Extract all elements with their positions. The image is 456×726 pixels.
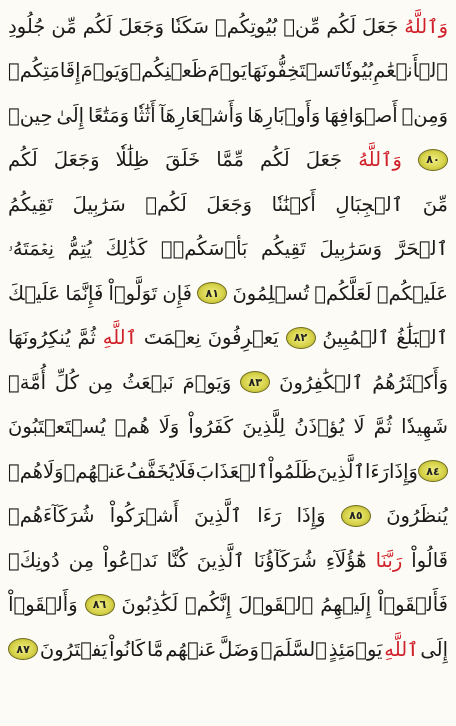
verse-word: أَكۡنَٰنٗا <box>271 192 316 216</box>
verse-word: كُلِّ <box>54 370 80 394</box>
verse-word: ٱلسَّلَمَۖ <box>260 637 327 661</box>
verse-word: ٱلۡجِبَالِ <box>335 192 404 216</box>
divine-name-word: وَٱللَّهُ <box>358 148 402 171</box>
verse-word: إِلَىٰ <box>56 103 85 127</box>
verse-word: جَعَلَ <box>362 14 399 38</box>
verse-word: وَسَرَٰبِيلَ <box>319 237 383 260</box>
verse-word: بُيُوتٗا <box>340 59 374 82</box>
verse-word: خَلَقَ <box>165 148 201 171</box>
verse-word: وَيَوۡمَ <box>182 370 232 394</box>
verse-word: يَوۡمَ <box>207 59 247 82</box>
verse-word: أَشۡرَكُواْ <box>109 504 179 527</box>
ayah-number-marker: ٨٤ <box>418 460 448 482</box>
verse-word: عَنۡهُم <box>165 637 217 661</box>
divine-name-word: وَٱللَّهُ <box>404 14 448 38</box>
ayah-number-marker: ٨٥ <box>341 505 371 527</box>
verse-word: يُخَفَّفُ <box>126 459 175 483</box>
verse-word: لَا <box>353 415 365 438</box>
verse-word: وَأَكۡثَرُهُمُ <box>372 370 448 394</box>
ayah-number-marker: ٨٦ <box>85 594 115 616</box>
verse-word: كَانُواْ <box>109 637 146 661</box>
verse-line <box>8 627 448 672</box>
verse-word: لَكُم <box>260 148 290 171</box>
verse-word: فَلَا <box>174 459 196 483</box>
verse-word: سَكَنٗا <box>170 14 210 38</box>
verse-word: ٱلَّذِينَ <box>196 548 245 572</box>
ayah-number-marker: ٨٣ <box>240 371 270 393</box>
verse-word: يُتِمُّ <box>67 237 92 260</box>
verse-line <box>8 316 448 361</box>
verse-word: نَبۡعَثُ <box>122 370 174 394</box>
verse-line <box>8 538 448 583</box>
verse-line <box>8 583 448 628</box>
verse-word: هُمۡ <box>8 459 43 483</box>
verse-word: مِّمَّا <box>216 148 244 171</box>
verse-word: نِعۡمَتَ <box>143 326 201 349</box>
verse-word: ٱلۡحَرَّ <box>395 237 448 260</box>
verse-word: رَءَا <box>364 459 389 483</box>
verse-word: مِّن <box>51 14 77 38</box>
verse-word: قَالُواْ <box>411 548 448 572</box>
verse-word: أَصۡوَافِهَا <box>324 103 398 127</box>
verse-word: نِعۡمَتَهُۥ <box>8 237 55 260</box>
verse-word: لَكُم <box>8 148 38 171</box>
verse-word: ٱلۡأَنۡعَٰمِ <box>373 59 448 82</box>
divine-name-word: ٱللَّهِ <box>102 326 138 349</box>
verse-line <box>8 360 448 405</box>
verse-word: سَرَٰبِيلَ <box>72 192 126 216</box>
verse-word: ظَلَمُواْ <box>268 459 317 483</box>
verse-word: هُمۡ <box>114 415 150 438</box>
verse-word: يُنكِرُونَهَا <box>8 326 71 349</box>
verse-word: فَإِن <box>162 281 192 305</box>
verse-line <box>8 138 448 183</box>
ayah-number-marker: ٨٢ <box>286 327 316 349</box>
verse-word: تَوَلَّوۡاْ <box>108 281 158 305</box>
verse-word: يَعۡرِفُونَ <box>207 326 279 349</box>
verse-word: هَٰٓؤُلَآءِ <box>325 548 367 572</box>
verse-word: ٱلۡبَلَٰغُ <box>396 326 448 349</box>
verse-word: وَإِذَا <box>296 504 326 527</box>
verse-word: جُلُودِ <box>8 14 46 38</box>
verse-line <box>8 405 448 450</box>
verse-word: وَإِذَا <box>389 459 418 483</box>
verse-word: ثُمَّ <box>373 415 393 438</box>
verse-word: شُرَكَآءَهُمۡ <box>8 504 95 527</box>
verse-word: بُيُوتِكُمۡ <box>215 14 278 38</box>
verse-word: وَجَعَلَ <box>118 14 165 38</box>
verse-line <box>8 271 448 316</box>
verse-line <box>8 49 448 94</box>
verse-word: يُسۡتَعۡتَبُونَ <box>8 415 106 438</box>
verse-word: مِّنۢ <box>283 14 321 38</box>
verse-word: ظَعۡنِكُمۡ <box>129 59 208 82</box>
verse-word: وَلَا <box>158 415 180 438</box>
verse-word: وَجَعَلَ <box>206 192 253 216</box>
verse-line <box>8 449 448 494</box>
divine-name-word: رَبَّنَا <box>375 548 403 572</box>
verse-word: كَفَرُواْ <box>188 415 234 438</box>
ayah-number-marker: ٨١ <box>197 282 227 304</box>
verse-word: مَّا <box>147 637 164 661</box>
verse-line <box>8 494 448 539</box>
verse-word: وَلَا <box>43 459 64 483</box>
verse-line <box>8 93 448 138</box>
verse-word: بَأۡسَكُمۡۚ <box>160 237 248 260</box>
verse-word: ٱلۡكَٰفِرُونَ <box>279 370 364 394</box>
verse-word: مِّنَ <box>422 192 448 216</box>
verse-word: إِنَّكُمۡ <box>185 593 232 616</box>
verse-word: شُرَكَآؤُنَا <box>253 548 317 572</box>
verse-word: رَءَا <box>257 504 282 527</box>
ayah-number-marker: ٨٧ <box>8 638 38 660</box>
verse-word: يَوۡمَئِذٍ <box>328 637 383 661</box>
verse-word: مِن <box>87 370 114 394</box>
verse-word: لَعَلَّكُمۡ <box>314 281 372 305</box>
verse-word: ٱلَّذِينَ <box>194 504 242 527</box>
verse-word: وَيَوۡمَ <box>80 59 130 82</box>
verse-word: إِقَامَتِكُمۡ <box>8 59 81 82</box>
verse-word: حِينٖ <box>8 103 53 127</box>
verse-word: لَكَٰذِبُونَ <box>121 593 179 616</box>
verse-word: إِلَى <box>420 637 448 661</box>
verse-word: جَعَلَ <box>305 148 343 171</box>
verse-word: وَأَوۡبَارِهَا <box>247 103 321 127</box>
verse-line <box>8 182 448 227</box>
verse-word: ٱلَّذِينَ <box>317 459 365 483</box>
verse-word: إِلَيۡهِمُ <box>320 593 372 616</box>
verse-word: تَسۡتَخِفُّونَهَا <box>246 59 341 82</box>
verse-word: لَكُم <box>326 14 357 38</box>
verse-word: كَذَٰلِكَ <box>105 237 148 260</box>
verse-word: يَفۡتَرُونَ <box>39 637 108 661</box>
verse-word: أَثَٰثٗا <box>133 103 156 127</box>
verse-word: يُؤۡذَنُ <box>294 415 345 438</box>
verse-word: فَإِنَّمَا <box>65 281 104 305</box>
verse-lines <box>8 4 448 672</box>
verse-word: لَكُمۡ <box>145 192 187 216</box>
verse-word: ٱلۡمُبِينُ <box>322 326 390 349</box>
verse-word: وَمِنۡ <box>401 103 448 127</box>
verse-word: يُنظَرُونَ <box>386 504 448 527</box>
verse-word: كُنَّا <box>166 548 188 572</box>
verse-word: وَأَلۡقَوۡاْ <box>8 593 78 616</box>
verse-word: تُسۡلِمُونَ <box>232 281 310 305</box>
divine-name-word: ٱللَّهِ <box>384 637 419 661</box>
verse-word: أُمَّةٖ <box>8 370 47 394</box>
verse-word: وَجَعَلَ <box>53 148 100 171</box>
verse-word: شَهِيدٗا <box>401 415 448 438</box>
verse-word: نَدۡعُواْ <box>103 548 158 572</box>
verse-word: وَمَتَٰعًا <box>88 103 130 127</box>
verse-word: عَلَيۡكُمۡ <box>376 281 448 305</box>
verse-word: ثُمَّ <box>77 326 96 349</box>
ayah-number-marker: ٨٠ <box>418 149 448 171</box>
verse-line <box>8 227 448 272</box>
verse-word: عَنۡهُمۡ <box>63 459 127 483</box>
verse-word: تَقِيكُم <box>260 237 306 260</box>
verse-word: ٱلۡعَذَابَ <box>195 459 269 483</box>
verse-word: وَأَشۡعَارِهَآ <box>159 103 244 127</box>
verse-word: ٱلۡقَوۡلَ <box>238 593 314 616</box>
verse-word: عَلَيۡكَ <box>8 281 61 305</box>
verse-word: وَضَلَّ <box>218 637 259 661</box>
verse-word: مِن <box>68 548 95 572</box>
verse-word: فَأَلۡقَوۡاْ <box>378 593 448 616</box>
verse-word: ظِلَٰلٗا <box>115 148 150 171</box>
verse-word: لَكُم <box>82 14 113 38</box>
verse-word: تَقِيكُمُ <box>8 192 53 216</box>
verse-word: لِلَّذِينَ <box>242 415 286 438</box>
verse-word: دُونِكَۖ <box>8 548 60 572</box>
verse-line <box>8 4 448 49</box>
